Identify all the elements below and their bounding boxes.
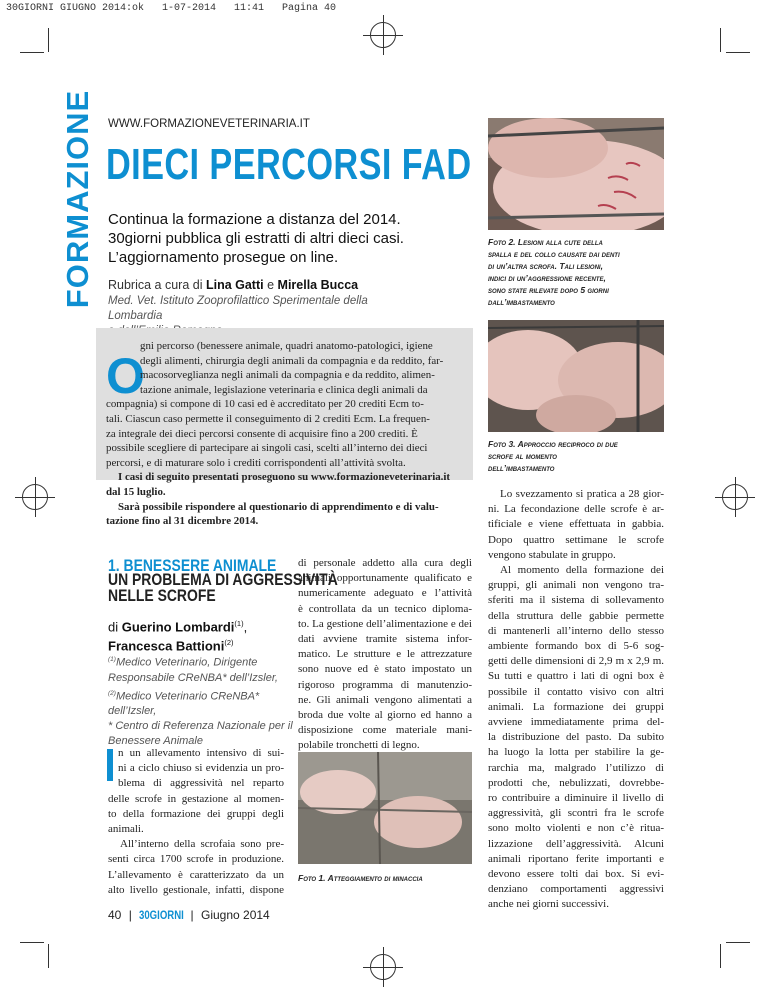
section-number-title: 1. BENESSERE ANIMALE xyxy=(108,556,277,575)
registration-mark xyxy=(722,484,748,510)
crop-mark xyxy=(48,944,49,968)
body-column-1: n un allevamento intensivo di sui- ni a ciclo chiuso si evidenzia un pro- blema di aggressività nel reparto delle scrofe in gestazione al momen- to della formazione dei gruppi degli animali. All’interno della scrofaia sono pre- senti circa 1700 scrofe in produzione. L’allevamento è caratterizzato da un alto livello gestionale, infatti, dispone xyxy=(108,747,284,896)
authors: di Guerino Lombardi$^{(1)}$, Francesca Battioni$^{(2)}$ xyxy=(108,619,248,654)
dropcap: O xyxy=(106,348,145,404)
caption-photo-2: Foto 2. Lesioni alla cute della spalla e del collo causate dai denti di un’altra scrofa. Tali lesioni, indici di un’aggressione recente, sono state rilevate dopo 5 giorni dall’imbastamento xyxy=(488,237,620,307)
crop-mark xyxy=(726,942,750,943)
authors-affiliation: $^{(1)}$Medico Veterinario, Dirigente Responsabile CReNBA* dell’Izsler, $^{(2)}$Medico Veterinario CReNBA* dell’Izsler, * Centro di Referenza Nazionale per il Benessere Animale xyxy=(108,656,293,748)
page-footer: 40 | 30GIORNI | Giugno 2014 xyxy=(108,908,270,922)
article-title: UN PROBLEMA DI AGGRESSIVITÀ NELLE SCROFE xyxy=(108,570,338,605)
page-title: DIECI PERCORSI FAD xyxy=(106,140,472,189)
photo-3 xyxy=(488,320,664,432)
column-editors: Rubrica a cura di Lina Gatti e Mirella Bucca xyxy=(108,278,359,292)
crop-mark xyxy=(726,52,750,53)
photo-2 xyxy=(488,118,664,230)
magazine-brand: 30GIORNI xyxy=(139,908,184,922)
section-label: FORMAZIONE xyxy=(60,89,95,309)
subtitle: Continua la formazione a distanza del 2014. 30giorni pubblica gli estratti di altri dieci casi. L’aggiornamento prosegue on line. xyxy=(108,211,404,266)
caption-photo-3: Foto 3. Approccio reciproco di due scrofe al momento dell’imbastamento xyxy=(488,439,618,473)
intro-text: gni percorso (benessere animale, quadri anatomo-patologici, igiene degli alimenti, chirurgia degli animali da compagnia e da reddito, far- macosorveglianza negli animali da compagnia e da reddito, alimen- tazione animale, legislazione veterinaria e clinica degli animali da compagnia) si compone di 10 casi ed è accreditato per 20 crediti Ecm to- tali. Ciascun caso permette il conseguimento di 2 crediti Ecm. La frequen- za integrale dei dieci percorsi consente di acquisire fino a 200 crediti. È possibile scegliere di partecipare ai singoli casi, scelti all’interno dei dieci percorsi, e di maturare solo i crediti corrispondenti all’attività svolta. I casi di seguito presentati proseguono su www.formazioneveterinaria.it dal 15 luglio. Sarà possibile rispondere al questionario di apprendimento e di valu- tazione fino al 31 dicembre 2014. xyxy=(106,340,451,528)
photo-1 xyxy=(298,752,472,864)
website-url[interactable]: WWW.FORMAZIONEVETERINARIA.IT xyxy=(108,118,310,130)
crop-mark xyxy=(48,28,49,52)
body-column-3: Lo svezzamento si pratica a 28 gior- ni. La fecondazione delle scrofe è ar- tificiale e viene effettuata in gabbia. Dopo quattro settimane le scrofe vengono stabulate in gruppo. Al momento della formazione dei gruppi, gli animali non vengono tra- sferiti ma il sistema di sollevamento della struttura delle gabbie permette di mantenerli all’interno dello stesso ambiente formando box di 5-6 sog- getti delle dimensioni di 2,9 m x 2,9 m. Su tutti e quattro i lati di ogni box è possibile il contatto visivo con altri animali. La formazione dei gruppi avviene immediatamente prima del- la distribuzione del pasto. Da subito ha luogo la lotta per stabilire la ge- rarchia ma, malgrado l’utilizzo di prodotti che, nebulizzati, dovrebbe- ro contribuire a diminuire il livello di aggressività, gli scontri fra le scrofe sono molto violenti e non c’è ritua- lizzazione dell’aggressività. Alcuni animali riportano ferite importanti e devono essere tolti dai box. Si evi- denziano comportamenti aggressivi anche nei giorni successivi. xyxy=(488,488,664,911)
print-slug: 30GIORNI GIUGNO 2014:ok 1-07-2014 11:41 Pagina 40 xyxy=(6,3,337,14)
registration-mark xyxy=(370,22,396,48)
caption-photo-1: Foto 1. Atteggiamento di minaccia xyxy=(298,873,423,883)
crop-mark xyxy=(720,28,721,52)
body-column-2: di personale addetto alla cura degli animali opportunamente qualificato e numericamente adeguato e l’attività è controllata da un tecnico diploma- to. La gestione dell’alimentazione e dei dati avviene tramite sistema infor- matico. Le strutture e le attrezzature sono nuove ed è stato impostato un rigoroso programma di manutenzio- ne. Gli animali vengono alimentati a broda due volte al giorno ed hanno a disposizione come materiale mani- polabile tronchetti di legno. xyxy=(298,557,472,752)
registration-mark xyxy=(370,954,396,980)
crop-mark xyxy=(720,944,721,968)
crop-mark xyxy=(20,52,44,53)
editors-affiliation: Med. Vet. Istituto Zooprofilattico Sperimentale della Lombardia xyxy=(108,295,368,322)
issue-date: Giugno 2014 xyxy=(201,908,270,922)
crop-mark xyxy=(20,942,44,943)
page-number: 40 xyxy=(108,908,122,922)
registration-mark xyxy=(22,484,48,510)
